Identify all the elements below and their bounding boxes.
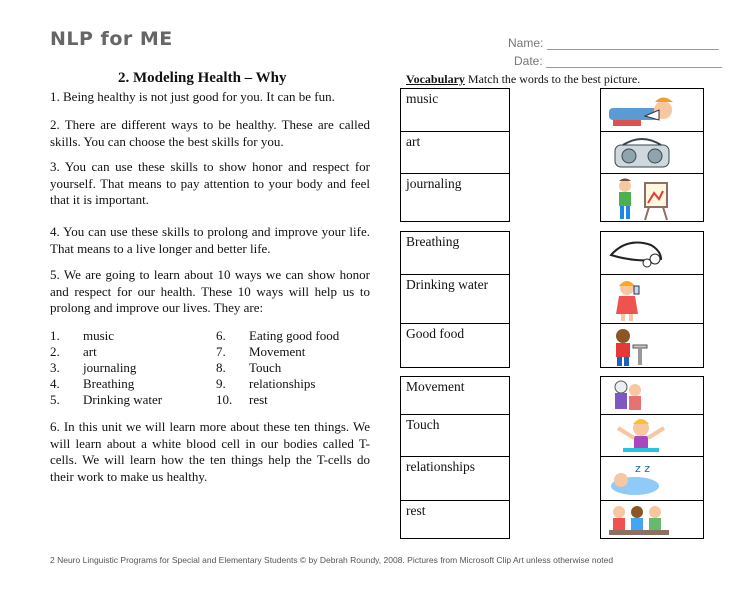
picture-cell[interactable] (601, 456, 703, 500)
name-field[interactable] (508, 36, 719, 50)
brand-title: NLP for ME (50, 28, 173, 50)
svg-text:z z: z z (635, 462, 651, 475)
lesson-title: 2. Modeling Health – Why (118, 70, 287, 86)
painter-icon (605, 177, 679, 221)
paragraph-4: 4. You can use these skills to prolong and improve your life. That means to a live longer and better life. (50, 224, 370, 256)
list-item: 6. Eating good food (216, 328, 340, 343)
paragraph-5: 5. We are going to learn about 10 ways we can show honor and respect for our health. These 10 ways will help us to prolong and improve our lives. They are: (50, 267, 370, 315)
footer-credit: 2 Neuro Linguistic Programs for Special and Elementary Students © by Debrah Roundy, 2008. Pictures from Microsoft Clip Art unless otherwise noted (50, 555, 614, 565)
list-item: 1. music (50, 328, 115, 343)
list-item: 10. rest (216, 392, 268, 407)
name-label: Name: (508, 36, 544, 50)
date-line (546, 67, 722, 68)
picture-cell[interactable] (601, 500, 703, 540)
paragraph-6: 6. In this unit we will learn more about these ten things. We will learn about a white blood cell in our bodies called T-cells. We will learn how the ten things help the T-cells do their work to make us healthy. (50, 419, 370, 484)
list-item: 9. relationships (216, 376, 316, 391)
word-cell-touch[interactable]: Touch (401, 414, 509, 456)
picture-cell[interactable] (601, 414, 703, 456)
picture-cell[interactable] (601, 89, 703, 131)
word-cell-relationships[interactable]: relationships (401, 456, 509, 500)
radio-icon (605, 135, 679, 171)
list-item: 7. Movement (216, 344, 306, 359)
word-box-group-3 (400, 376, 510, 539)
elderly-couple-icon (605, 380, 679, 412)
cornucopia-icon (605, 235, 679, 271)
word-cell-rest[interactable]: rest (401, 500, 509, 540)
picture-cell[interactable] (601, 131, 703, 173)
picture-cell[interactable] (601, 377, 703, 414)
vocabulary-heading (406, 72, 640, 87)
picture-box-group-2 (600, 231, 704, 368)
girl-reading-icon (605, 92, 679, 128)
word-cell-good-food[interactable]: Good food (401, 323, 509, 369)
word-cell-music[interactable]: music (406, 91, 439, 106)
boy-eating-icon (605, 327, 679, 367)
picture-cell[interactable] (601, 173, 703, 223)
sleeping-icon (605, 460, 679, 498)
date-label: Date: (514, 54, 543, 68)
vocabulary-label: Vocabulary (406, 72, 465, 86)
word-cell-movement[interactable]: Movement (406, 379, 465, 394)
paragraph-3: 3. You can use these skills to show honor and respect for yourself. That means to pay attention to your body and feel that it is important. (50, 159, 370, 207)
vocabulary-instruction: Match the words to the best picture. (464, 72, 641, 86)
word-box-group-2 (400, 231, 510, 368)
list-item: 3. journaling (50, 360, 137, 375)
paragraph-1: 1. Being healthy is not just good for you. It can be fun. (50, 89, 335, 104)
word-cell-art[interactable]: art (401, 131, 509, 173)
picture-box-group-1 (600, 88, 704, 222)
picture-cell[interactable] (601, 232, 703, 274)
paragraph-2: 2. There are different ways to be healthy. These are called skills. You can choose the best skills for you. (50, 117, 370, 149)
friends-icon (605, 504, 679, 538)
picture-cell[interactable] (601, 323, 703, 369)
word-cell-journaling[interactable]: journaling (401, 173, 509, 223)
girl-drinking-icon (605, 278, 679, 322)
list-item: 8. Touch (216, 360, 282, 375)
word-cell-drinking-water[interactable]: Drinking water (401, 274, 509, 323)
happy-child-icon (605, 418, 679, 454)
list-item: 4. Breathing (50, 376, 135, 391)
picture-box-group-3 (600, 376, 704, 539)
picture-cell[interactable] (601, 274, 703, 323)
date-field[interactable] (514, 54, 722, 68)
list-item: 2. art (50, 344, 97, 359)
list-item: 5. Drinking water (50, 392, 163, 407)
word-box-group-1 (400, 88, 510, 222)
name-line (547, 49, 719, 50)
word-cell-breathing[interactable]: Breathing (406, 234, 460, 249)
